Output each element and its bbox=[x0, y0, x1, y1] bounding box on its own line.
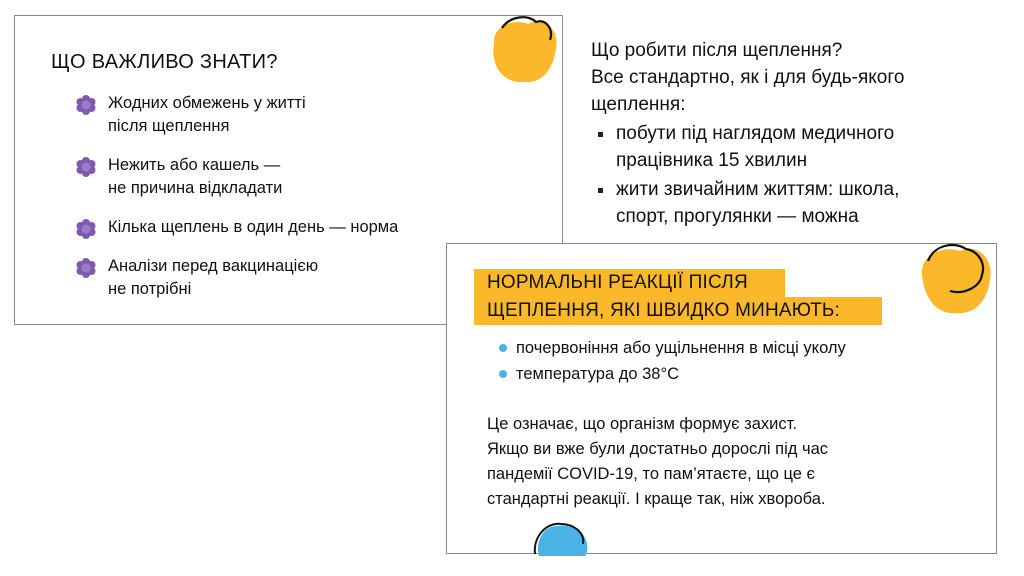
after-vaccination-section bbox=[591, 37, 1011, 230]
list-item-text: Жодних обмежень у житті після щеплення bbox=[108, 94, 306, 135]
after-vaccination-intro: Все стандартно, як і для будь-якого щеплення: bbox=[591, 67, 905, 115]
left-card-title: ЩО ВАЖЛИВО ЗНАТИ? bbox=[51, 51, 278, 73]
blue-blob-decoration bbox=[533, 520, 591, 556]
list-item: жити звичайним життям: школа, спорт, прогулянки — можна bbox=[591, 176, 1011, 230]
right-card-title-line1: НОРМАЛЬНІ РЕАКЦІЇ ПІСЛЯ bbox=[487, 272, 748, 293]
list-item: побути під наглядом медичного працівника 15 хвилин bbox=[591, 120, 1011, 174]
flower-bullet-icon bbox=[75, 257, 97, 279]
list-item bbox=[75, 154, 528, 200]
dot-bullet-icon bbox=[499, 344, 507, 352]
list-item-text: температура до 38°С bbox=[516, 365, 679, 383]
yellow-blob-decoration bbox=[484, 14, 562, 86]
right-card-title-line2: ЩЕПЛЕННЯ, ЯКІ ШВИДКО МИНАЮТЬ: bbox=[487, 300, 841, 321]
after-vaccination-list bbox=[591, 120, 1011, 230]
dot-bullet-icon bbox=[499, 370, 507, 378]
list-item bbox=[75, 92, 528, 138]
list-item bbox=[499, 361, 846, 387]
flower-bullet-icon bbox=[75, 94, 97, 116]
normal-reactions-list bbox=[499, 335, 846, 387]
list-item-text: Кілька щеплень в один день — норма bbox=[108, 218, 399, 236]
list-item-text: почервоніння або ущільнення в місці уколу bbox=[516, 339, 846, 357]
list-item bbox=[499, 335, 846, 361]
list-item-text: Аналізи перед вакцинацією не потрібні bbox=[108, 257, 319, 298]
flower-bullet-icon bbox=[75, 156, 97, 178]
after-vaccination-question: Що робити після щеплення? bbox=[591, 40, 843, 61]
list-item bbox=[75, 216, 528, 239]
list-item-text: Нежить або кашель — не причина відкладати bbox=[108, 156, 283, 197]
yellow-blob-decoration bbox=[914, 241, 996, 317]
flower-bullet-icon bbox=[75, 218, 97, 240]
reactions-summary: Це означає, що організм формує захист. Якщо ви вже були достатньо дорослі під час пандемії COVID-19, то пам’ятаєте, що це є стандартні реакції. І краще так, ніж хвороба. bbox=[487, 415, 829, 508]
